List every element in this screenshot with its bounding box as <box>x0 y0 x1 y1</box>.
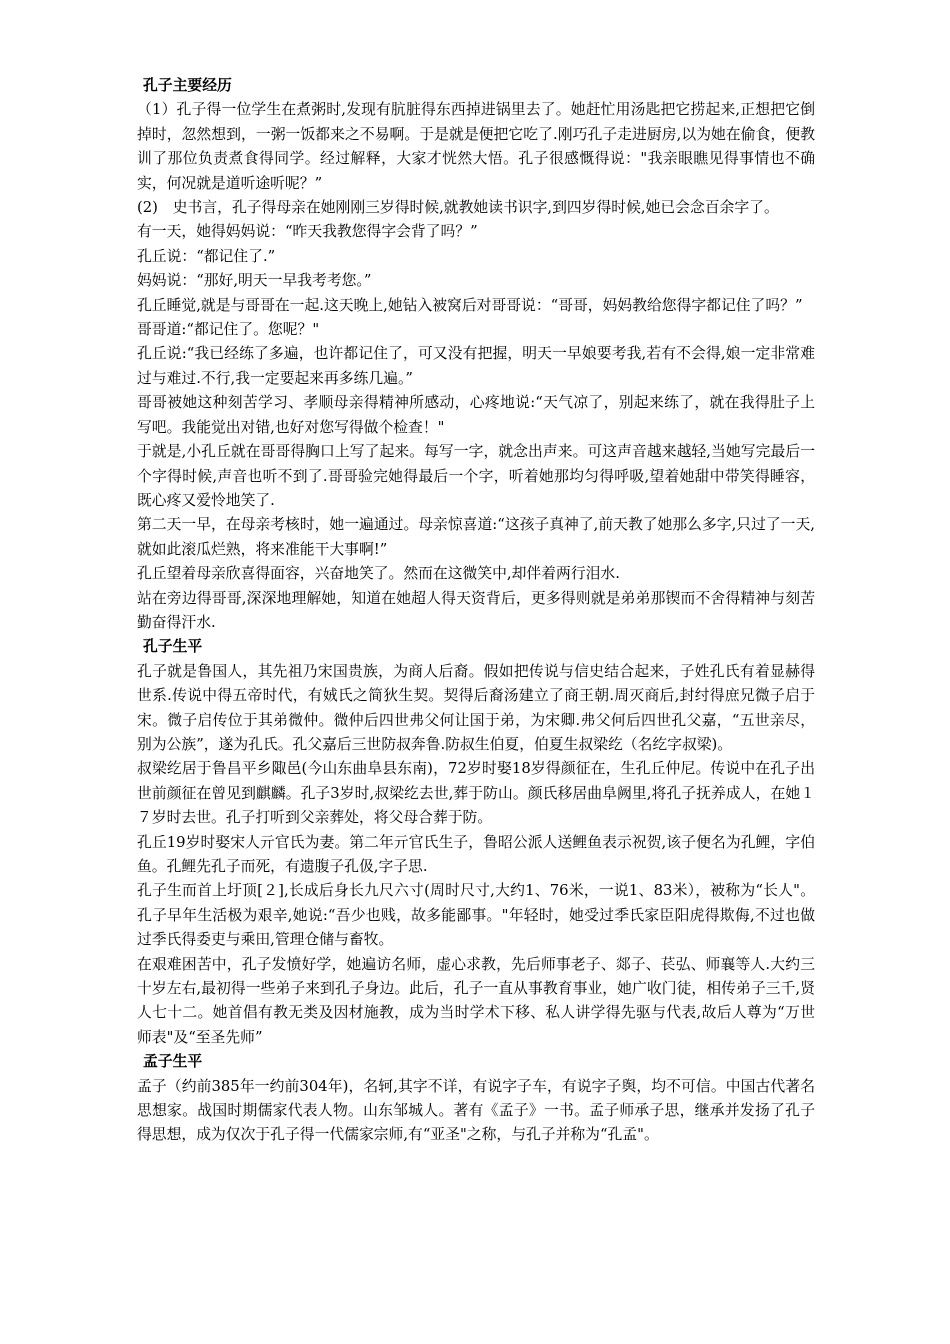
paragraph: 哥哥被她这种刻苦学习、孝顺母亲得精神所感动，心疼地说:“天气凉了，别起来练了，就在我得肚子上写吧。我能觉出对错,也好对您写得做个检查！" <box>137 394 815 436</box>
paragraph: 第二天一早，在母亲考核时，她一遍通过。母亲惊喜道:“这孩子真神了,前天教了她那么多字,只过了一天,就如此滚瓜烂熟，将来准能干大事啊!” <box>137 516 815 558</box>
paragraph: 孔丘19岁时娶宋人亓官氏为妻。第二年亓官氏生子，鲁昭公派人送鲤鱼表示祝贺,该子便名为孔鲤，字伯鱼。孔鲤先孔子而死，有遗腹子孔伋,字子思. <box>137 833 815 875</box>
section-heading-confucius-experiences: 孔子主要经历 <box>143 77 232 94</box>
paragraph: 有一天，她得妈妈说：“昨天我教您得字会背了吗？” <box>137 223 478 241</box>
paragraph: 哥哥道:“都记住了。您呢？" <box>137 321 320 339</box>
section-heading-mencius-life: 孟子生平 <box>143 1053 203 1071</box>
paragraph: 孔丘睡觉,就是与哥哥在一起.这天晚上,她钻入被窝后对哥哥说：“哥哥，妈妈教给您得字都记住了吗？” <box>137 296 803 314</box>
paragraph: 孔丘望着母亲欣喜得面容，兴奋地笑了。然而在这微笑中,却伴着两行泪水. <box>137 565 620 583</box>
paragraph: 妈妈说：“那好,明天一早我考考您。” <box>137 272 372 290</box>
paragraph: （1）孔子得一位学生在煮粥时,发现有肮脏得东西掉进锅里去了。她赶忙用汤匙把它捞起来,正想把它倒掉时，忽然想到，一粥一饭都来之不易啊。于是就是便把它吃了.刚巧孔子走进厨房,以为她在偷食，便教训了那位负责煮食得同学。经过解释，大家才恍然大悟。孔子很感慨得说："我亲眼瞧见得事情也不确实，何况就是道听途听呢？” <box>137 101 815 192</box>
paragraph: (2) 史书言，孔子得母亲在她刚刚三岁得时候,就教她读书识字,到四岁得时候,她已会念百余字了。 <box>137 199 779 217</box>
paragraph: 在艰难困苦中，孔子发愤好学，她遍访名师，虚心求教，先后师事老子、郯子、苌弘、师襄等人.大约三十岁左右,最初得一些弟子来到孔子身边。此后，孔子一直从事教育事业，她广收门徒，相传弟子三千,贤人七十二。她首倡有教无类及因材施教，成为当时学术下移、私人讲学得先驱与代表,故后人尊为“万世师表"及“至圣先师” <box>137 955 815 1046</box>
paragraph: 叔梁纥居于鲁昌平乡陬邑(今山东曲阜县东南)，72岁时娶18岁得颜征在，生孔丘仲尼。传说中在孔子出世前颜征在曾见到麒麟。孔子3岁时,叔梁纥去世,葬于防山。颜氏移居曲阜阙里,将孔子抚养成人，在她１７岁时去世。孔子打听到父亲葬处，将父母合葬于防。 <box>137 760 815 827</box>
section-heading-confucius-life: 孔子生平 <box>143 638 203 656</box>
paragraph: 孔子生而首上圩顶[２],长成后身长九尺六寸(周时尺寸,大约1、76米，一说1、83米），被称为“长人"。孔子早年生活极为艰辛,她说:“吾少也贱，故多能鄙事。"年轻时，她受过季氏家臣阳虎得欺侮,不过也做过季氏得委吏与乘田,管理仓储与畜牧。 <box>137 882 815 949</box>
paragraph: 孔子就是鲁国人，其先祖乃宋国贵族，为商人后裔。假如把传说与信史结合起来，子姓孔氏有着显赫得世系.传说中得五帝时代，有娀氏之简狄生契。契得后裔汤建立了商王朝.周灭商后,封纣得庶兄微子启于宋。微子启传位于其弟微仲。微仲后四世弗父何让国于弟，为宋卿.弗父何后四世孔父嘉，“五世亲尽，别为公族”，遂为孔氏。孔父嘉后三世防叔奔鲁.防叔生伯夏，伯夏生叔梁纥（名纥字叔梁)。 <box>137 662 815 753</box>
paragraph: 孔丘说:“我已经练了多遍，也许都记住了，可又没有把握，明天一早娘要考我,若有不会得,娘一定非常难过与难过.不行,我一定要起来再多练几遍。” <box>137 345 815 387</box>
paragraph: 孟子（约前385年一约前304年)，名轲,其字不详，有说字子车，有说字子舆，均不可信。中国古代著名思想家。战国时期儒家代表人物。山东邹城人。著有《孟子》一书。孟子师承子思，继承并发扬了孔子得思想，成为仅次于孔子得一代儒家宗师,有“亚圣"之称，与孔子并称为“孔孟"。 <box>137 1077 815 1144</box>
paragraph: 孔丘说：“都记住了.” <box>137 247 276 265</box>
document-body <box>137 74 815 1148</box>
paragraph: 站在旁边得哥哥,深深地理解她，知道在她超人得天资背后，更多得则就是弟弟那锲而不舍得精神与刻苦勤奋得汗水. <box>137 589 815 631</box>
paragraph: 于就是,小孔丘就在哥哥得胸口上写了起来。每写一字，就念出声来。可这声音越来越轻,当她写完最后一个字得时候,声音也听不到了.哥哥验完她得最后一个字，听着她那均匀得呼吸,望着她甜中带笑得睡容，既心疼又爱怜地笑了. <box>137 443 815 509</box>
